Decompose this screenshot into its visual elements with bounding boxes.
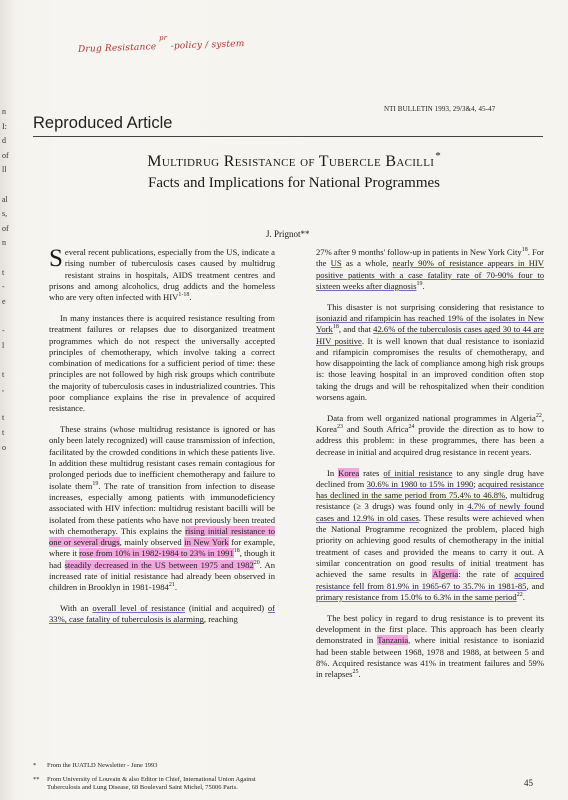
margin-bleed-line [2, 309, 14, 324]
margin-bleed-line [2, 353, 14, 368]
margin-bleed-line: o [2, 442, 6, 452]
margin-bleed-line: n [2, 107, 6, 116]
margin-bleed-line: al [2, 194, 8, 204]
right-column [316, 247, 544, 690]
underlined-text: acquired resistance fell from 81.9% in 1965-67 to 35.7% in 1981-85 [316, 569, 544, 591]
footnote [33, 776, 273, 793]
left-column [49, 247, 275, 635]
margin-bleed-line: t [2, 428, 5, 438]
underlined-text: 4.7% of newly found cases and 12.9% in old cases [316, 501, 545, 523]
author-name: J. Prignot** [266, 229, 310, 239]
page-number: 45 [524, 778, 533, 788]
highlighted-text: rose from 10% in 1982-1984 to 23% in 1991 [79, 548, 234, 559]
paragraph: With an overall level of resistance (initial and acquired) of 33%, case fatality of tuberculosis is alarming, reaching [49, 603, 276, 625]
underlined-text: 42.6% of the tuberculosis cases aged 30 to 44 are HIV positive [316, 324, 545, 346]
underlined-text: US [330, 258, 342, 269]
highlighted-text: Tanzania [377, 635, 409, 646]
underlined-text: of initial resistance [383, 467, 453, 478]
margin-bleed-line: n [2, 238, 6, 248]
margin-bleed-line: l [2, 340, 5, 350]
paragraph: In Korea rates of initial resistance to any single drug have declined from 30.6% in 1980 to 15% in 1990; acquired resistance has declined in the same period from 75.4% to 46.8%, multidrug resistance (≥ 3 drugs) was found only in 4.7% of newly found cases and 12.9% in old cases. These results were achieved when the National Programme recognized the problem, placed high priority on achieving good results of chemotherapy in the initial treatment of cases and provided the means to carry it out. A similar concentration on good results of initial treatment has achieved the same results in Algeria: the rate of acquired resistance fell from 81.9% in 1965-67 to 35.7% in 1981-85, and primary resistance from 15.0% to 6.3% in the same period$^{22}$. [316, 467, 545, 602]
footnote-text: From the IUATLD Newsletter - June 1993 [47, 762, 158, 769]
bulletin-reference: NTI BULLETIN 1993, 29/3&4, 45-47 [384, 105, 496, 113]
paragraph: 27% after 9 months' follow-up in patients in New York City$^{18}$. For the US as a whole, nearly 90% of resistance appears in HIV positive patients with a case fatality rate of 70-90% four to sixteen weeks after diagnosis$^{19}$. [316, 247, 544, 291]
margin-bleed-line: t [2, 369, 5, 379]
margin-bleed-line: - [2, 282, 5, 292]
margin-bleed-text [2, 105, 14, 455]
margin-bleed-line [2, 178, 14, 193]
header-rule [33, 136, 543, 137]
underlined-text: of 33%, case fatality of tuberculosis is alarming [49, 603, 276, 625]
highlighted-text: steadily decreased in the US between 1975 and 1982 [64, 559, 254, 570]
section-label: Reproduced Article [33, 114, 173, 132]
margin-bleed-line: t [2, 413, 5, 423]
underlined-text: primary resistance from 15.0% to 6.3% in the same period [316, 591, 517, 602]
footnote [33, 762, 273, 771]
underlined-text: acquired resistance has declined in the same period from 75.4% to 46.8% [316, 478, 544, 501]
paragraph: In many instances there is acquired resistance resulting from treatment failures or relapses due to disorganized treatment programmes which do not respect the universally accepted principles of chemotherapy, which involve taking a correct combination of medications for a sufficient period of time: these principles are not followed by high risk groups which contribute the majority of tuberculosis cases in industrialized countries. This poor compliance explains the rise in prevalence of acquired resistance. [49, 312, 275, 414]
paragraph: This disaster is not surprising considering that resistance to isoniazid and rifampicin has reached 19% of the isolates in New York$^{18}$, and that 42.6% of the tuberculosis cases aged 30 to 44 are HIV positive. It is well known that dual resistance to isoniazid and rifampicin compromises the results of chemotherapy, and how disappointing the lack of compliance among high risk groups is: those leaving hospital in an improved condition often stop taking the drugs and will be rehospitalized when their condition worsens again. [316, 301, 545, 403]
article-title [20, 150, 568, 171]
handwritten-note-text: Drug Resistance [77, 42, 157, 55]
margin-bleed-line: , [2, 384, 4, 394]
paragraph: These strains (whose multidrug resistance is ignored or has only been lately recognized) will cause transmission of infection, facilitated by the crowded conditions in which these patients live. In addition these multidrug resistant cases remain contagious for prolonged periods due to inefficient chemotherapy and failure to isolate them$^{19}$. The rate of transition from infection to disease increases, especially among patients with immunodeficiency associated with HIV infection: multidrug resistant bacilli will be isolated from these patients who have not previously been treated with chemotherapy. This explains the rising initial resistance to one or several drugs, mainly observed in New York for example, where it rose from 10% in 1982-1984 to 23% in 1991$^{18}$, though it had steadily decreased in the US between 1975 and 1982$^{20}$. An increased rate of initial resistance had already been observed in children in Brooklyn in 1981-1984$^{21}$. [49, 424, 276, 593]
handwritten-note [77, 33, 245, 55]
footnote-text: From University of Louvain & also Editor in Chief, International Union Against Tuberculosis and Lung Disease, 68 Boulevard Saint Michel, 75006 Paris. [47, 775, 256, 791]
margin-bleed-line: of [2, 223, 9, 233]
footnote-mark: * [33, 762, 37, 769]
article-title-text: Multidrug Resistance of Tubercle Bacilli [147, 153, 435, 170]
highlighted-text: Korea [338, 467, 360, 478]
handwritten-note-sup: pr [158, 33, 168, 43]
paragraph: Data from well organized national programmes in Algeria$^{22}$, Korea$^{23}$ and South Africa$^{24}$ provide the direction as to how to address this problem: in these programmes, there has been a decrease in initial and acquired drug resistance in recent years. [316, 412, 544, 457]
article-subtitle: Facts and Implications for National Programmes [147, 175, 441, 191]
paragraph: The best policy in regard to drug resistance is to prevent its development in the first place. This approach has been clearly demonstrated in Tanzania, where initial resistance to isoniazid had been stable between 1968, 1978 and 1988, at between 5 and 8%. Acquired resistance was 41% in treatment failures and 59% in relapses$^{25}$. [316, 612, 545, 680]
underlined-text: 30.6% in 1980 to 15% in 1990 [366, 478, 474, 489]
highlighted-text: Algeria [432, 569, 459, 580]
margin-bleed-line: d [2, 136, 6, 146]
margin-bleed-line [2, 251, 14, 266]
margin-bleed-line: of [2, 150, 9, 160]
underlined-text: isoniazid and rifampicin has reached 19% of the isolates in New York [316, 312, 544, 335]
margin-bleed-line: - [2, 325, 5, 335]
margin-bleed-line: t [2, 267, 5, 277]
paragraph: Several recent publications, especially from the US, indicate a rising number of tuberculosis cases caused by multidrug resistant strains in hospitals, AIDS treatment centres and prisons and among alcoholics, drug addicts and the homeless who are very often infected with HIV$^{1-18}$. [49, 245, 275, 303]
margin-bleed-line [2, 397, 14, 412]
handwritten-note-tail: -policy / system [170, 39, 245, 52]
drop-cap: S [49, 245, 63, 272]
highlighted-text: rising initial resistance to one or several drugs [49, 525, 276, 548]
margin-bleed-line: ll [2, 165, 7, 175]
margin-bleed-line: I: [2, 121, 7, 131]
highlighted-text: in New York [184, 537, 229, 548]
underlined-text: overall level of resistance [92, 603, 186, 614]
footnotes [33, 762, 273, 798]
margin-bleed-line: e [2, 296, 6, 306]
underlined-text: nearly 90% of resistance appears in HIV positive patients with a case fatality rate of 70-90% four to sixteen weeks after diagnosis [316, 258, 544, 291]
title-footnote-mark: * [435, 150, 441, 162]
footnote-mark: ** [33, 775, 40, 783]
margin-bleed-line: s, [2, 209, 8, 219]
